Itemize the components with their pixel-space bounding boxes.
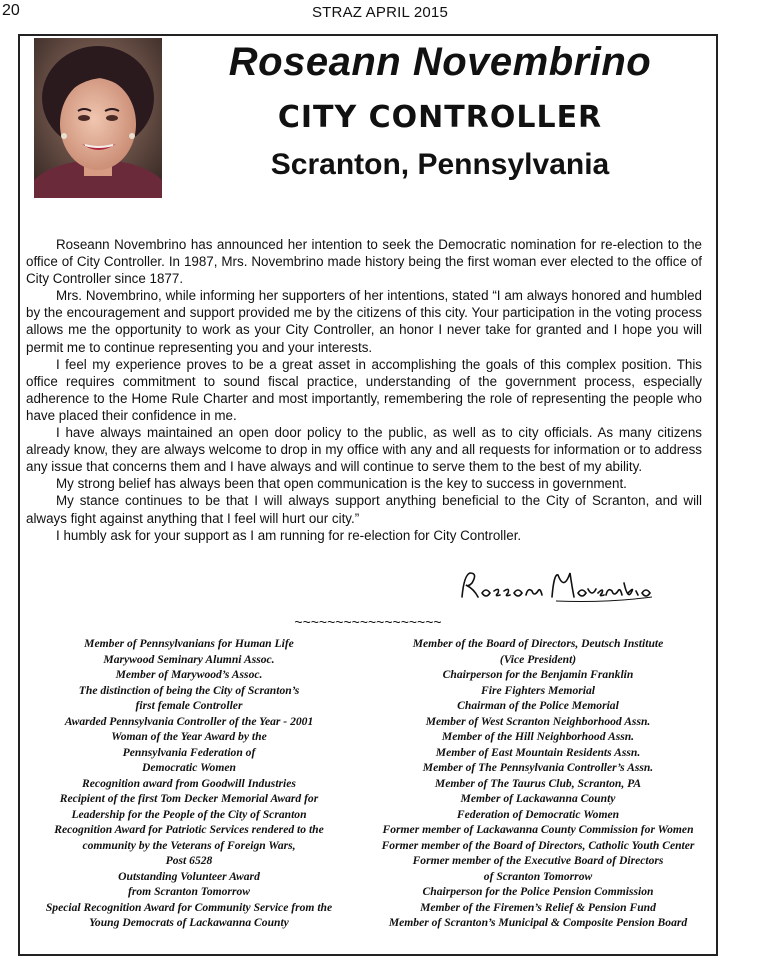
credential-line: Member of the Firemen’s Relief & Pension Fund [420,900,656,914]
credential-line: Member of Pennsylvanians for Human Life [84,637,294,650]
credential-line: Post 6528 [165,854,213,867]
credentials-left-column [22,636,356,931]
handwritten-signature [456,567,656,612]
paragraph: Roseann Novembrino has announced her intention to seek the Democratic nomination for re-election to the office of City Controller. In 1987, Mrs. Novembrino made history being the first woman ever elected to the office of City Controller since 1877. [26,237,702,287]
paragraph: I have always maintained an open door policy to the public, as well as to city officials. As many citizens already know, they are always welcome to drop in my office with any and all requests for information or to address any issue that concerns them and I have always and will continue to serve them to the best of my ability. [26,425,702,475]
credential-line: Federation of Democratic Women [456,807,620,821]
credential-line: Chairman of the Police Memorial [457,699,619,712]
paragraph: I humbly ask for your support as I am running for re-election for City Controller. [56,527,522,543]
credential-line: Special Recognition Award for Community Service from the [45,900,333,914]
credential-line: community by the Veterans of Foreign Wars, [82,838,296,852]
credential-line: Woman of the Year Award by the [111,730,267,743]
portrait-photo [34,38,162,198]
credential-line: Recognition award from Goodwill Industries [82,776,296,790]
location-title: Scranton, Pennsylvania [270,148,610,181]
credential-line: Member of East Mountain Residents Assn. [435,745,641,759]
credential-line: Former member of the Executive Board of Directors [412,854,664,867]
page-number: 20 [2,2,20,19]
credential-line: Member of Marywood’s Assoc. [115,668,263,681]
credential-line: Outstanding Volunteer Award [118,869,260,883]
credential-line: first female Controller [135,699,243,712]
candidate-name: Roseann Novembrino [228,40,652,84]
credential-line: (Vice President) [499,652,577,666]
credential-line: Chairperson for the Benjamin Franklin [442,668,634,681]
credential-line: Member of the Hill Neighborhood Assn. [441,730,635,743]
office-title: CITY CONTROLLER [277,100,603,135]
credential-line: Democratic Women [142,761,236,774]
credential-line: Former member of the Board of Directors, Catholic Youth Center [381,838,695,852]
credential-line: Leadership for the People of the City of Scranton [71,807,307,821]
paragraph: My stance continues to be that I will always support anything beneficial to the City of Scranton, and will always fight against anything that I feel will hurt our city.” [26,493,702,526]
paragraph: My strong belief has always been that open communication is the key to success in government. [56,476,627,492]
credential-line: Chairperson for the Police Pension Commission [422,885,654,898]
credential-line: Member of Lackawanna County [460,792,616,805]
credential-line: Member of the Board of Directors, Deutsch Institute [412,637,664,650]
credential-line: Member of West Scranton Neighborhood Assn. [425,714,651,728]
credential-line: Recipient of the first Tom Decker Memorial Award for [59,792,319,805]
credential-line: Fire Fighters Memorial [480,683,596,697]
credential-line: Young Democrats of Lackawanna County [89,916,289,929]
paragraph: I feel my experience proves to be a great asset in accomplishing the goals of this complex position. This office requires commitment to sound fiscal practice, understanding of the government process, especially adherence to the Home Rule Charter and most importantly, remembering the role of representing the people who have placed their confidence in me. [26,356,702,423]
paragraph: Mrs. Novembrino, while informing her supporters of her intentions, stated “I am always honored and humbled by the encouragement and support provided me by the citizens of this city. Your participation in the voting process allows me the opportunity to work as your City Controller, an honor I never take for granted and I hope you will permit me to continue representing you and your interests. [26,288,702,355]
credential-line: Former member of Lackawanna County Commission for Women [382,823,694,836]
credential-line: Pennsylvania Federation of [122,745,256,759]
credential-line: of Scranton Tomorrow [483,869,593,883]
credential-line: from Scranton Tomorrow [128,885,250,898]
announcement-body [26,236,702,544]
credential-line: The distinction of being the City of Scranton’s [78,683,300,697]
credential-line: Member of The Pennsylvania Controller’s Assn. [422,761,654,774]
credential-line: Member of Scranton’s Municipal & Composite Pension Board [388,916,688,929]
tilde-divider: ~~~~~~~~~~~~~~~~~~ [294,614,442,630]
publication-header: STRAZ APRIL 2015 [311,4,449,21]
credential-line: Awarded Pennsylvania Controller of the Year - 2001 [64,714,314,728]
credentials-right-column [360,636,716,931]
credential-line: Marywood Seminary Alumni Assoc. [103,652,275,666]
credential-line: Recognition Award for Patriotic Services rendered to the [54,823,324,836]
credential-line: Member of The Taurus Club, Scranton, PA [434,776,642,790]
